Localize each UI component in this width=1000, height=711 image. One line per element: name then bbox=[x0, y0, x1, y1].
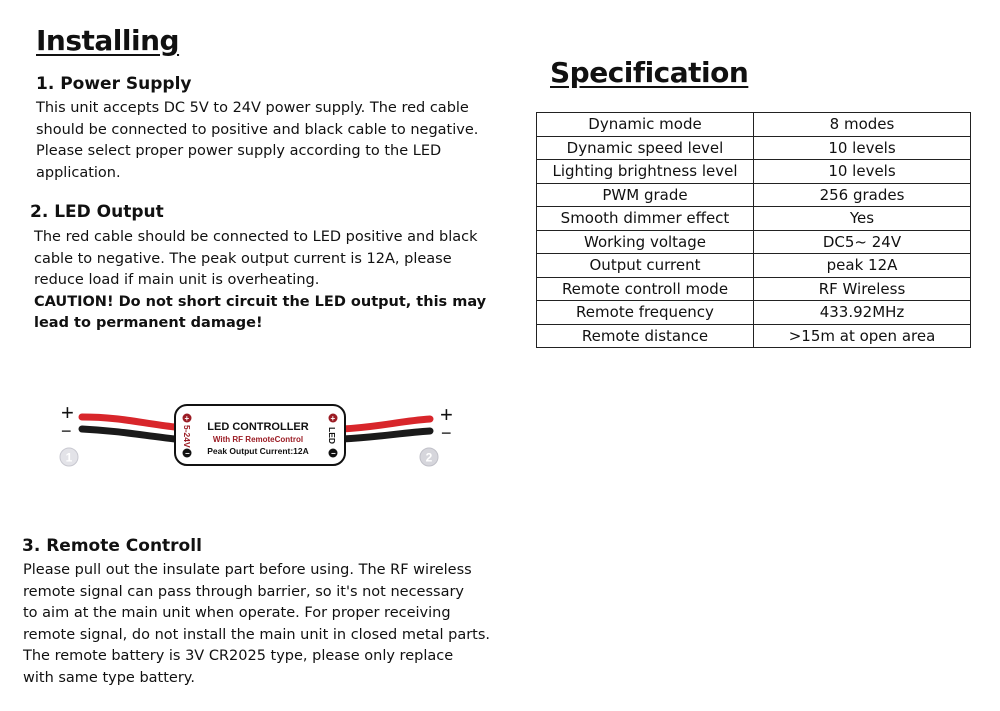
input-voltage-label: 5-24V bbox=[182, 425, 192, 448]
svg-text:+: + bbox=[184, 414, 190, 423]
led-output-heading: 2. LED Output bbox=[30, 202, 164, 222]
caution-line: CAUTION! Do not short circuit the LED output, this may bbox=[34, 293, 487, 310]
spec-value: 433.92MHz bbox=[754, 301, 971, 325]
svg-text:−: − bbox=[331, 449, 336, 458]
left-black-wire bbox=[82, 429, 175, 439]
text-line: should be connected to positive and black cable to negative. bbox=[36, 121, 479, 138]
svg-text:−: − bbox=[185, 449, 190, 458]
spec-value: Yes bbox=[754, 207, 971, 231]
output-led-label: LED bbox=[327, 427, 337, 444]
right-plus-label: + bbox=[440, 402, 453, 427]
right-minus-label: − bbox=[441, 423, 452, 443]
table-row bbox=[537, 183, 971, 207]
led-output-text bbox=[34, 227, 486, 335]
spec-value: DC5~ 24V bbox=[754, 230, 971, 254]
spec-name: Remote frequency bbox=[537, 301, 754, 325]
text-line: to aim at the main unit when operate. For proper receiving bbox=[23, 605, 451, 621]
spec-value: peak 12A bbox=[754, 254, 971, 278]
caution-line: lead to permanent damage! bbox=[34, 315, 263, 331]
power-supply-text bbox=[36, 98, 478, 184]
badge-right-number: 2 bbox=[425, 450, 433, 465]
spec-name: Remote controll mode bbox=[537, 277, 754, 301]
specification-table bbox=[536, 112, 971, 348]
table-row bbox=[537, 160, 971, 184]
spec-value: 10 levels bbox=[754, 160, 971, 184]
remote-controll-text bbox=[23, 560, 490, 689]
controller-peak: Peak Output Current:12A bbox=[207, 446, 309, 456]
table-row bbox=[537, 230, 971, 254]
text-line: remote signal can pass through barrier, so it's not necessary bbox=[23, 583, 465, 600]
left-red-wire bbox=[82, 417, 175, 427]
text-line: application. bbox=[36, 164, 121, 181]
left-plus-label: + bbox=[61, 400, 74, 425]
remote-controll-heading: 3. Remote Controll bbox=[22, 536, 202, 556]
spec-name: Dynamic mode bbox=[537, 113, 754, 137]
spec-name: Working voltage bbox=[537, 230, 754, 254]
installing-title: Installing bbox=[36, 24, 180, 57]
table-row bbox=[537, 136, 971, 160]
spec-name: Smooth dimmer effect bbox=[537, 207, 754, 231]
spec-value: 256 grades bbox=[754, 183, 971, 207]
spec-name: Remote distance bbox=[537, 324, 754, 348]
power-supply-heading: 1. Power Supply bbox=[36, 74, 192, 94]
specification-title: Specification bbox=[550, 56, 749, 89]
wiring-diagram bbox=[50, 395, 470, 480]
text-line: Please pull out the insulate part before using. The RF wireless bbox=[23, 562, 472, 578]
spec-name: Dynamic speed level bbox=[537, 136, 754, 160]
text-line: remote signal, do not install the main unit in closed metal parts. bbox=[23, 626, 491, 643]
spec-value: 8 modes bbox=[754, 113, 971, 137]
text-line: Please select proper power supply according to the LED bbox=[36, 143, 442, 159]
text-line: The red cable should be connected to LED positive and black bbox=[34, 229, 478, 245]
controller-title: LED CONTROLLER bbox=[207, 421, 309, 433]
table-row bbox=[537, 301, 971, 325]
text-line: The remote battery is 3V CR2025 type, please only replace bbox=[23, 648, 454, 664]
spec-name: Output current bbox=[537, 254, 754, 278]
spec-value: RF Wireless bbox=[754, 277, 971, 301]
controller-subtitle: With RF RemoteControl bbox=[212, 435, 304, 444]
text-line: cable to negative. The peak output current is 12A, please bbox=[34, 250, 452, 267]
right-red-wire bbox=[342, 419, 430, 429]
text-line: reduce load if main unit is overheating. bbox=[34, 272, 320, 288]
badge-left-number: 1 bbox=[65, 450, 73, 465]
left-minus-label: − bbox=[61, 421, 72, 441]
right-black-wire bbox=[342, 431, 430, 439]
text-line: with same type battery. bbox=[23, 669, 195, 686]
table-row bbox=[537, 207, 971, 231]
table-row bbox=[537, 324, 971, 348]
table-row bbox=[537, 277, 971, 301]
spec-name: PWM grade bbox=[537, 183, 754, 207]
spec-value: 10 levels bbox=[754, 136, 971, 160]
table-row bbox=[537, 254, 971, 278]
table-row bbox=[537, 113, 971, 137]
svg-text:+: + bbox=[330, 414, 336, 423]
spec-name: Lighting brightness level bbox=[537, 160, 754, 184]
text-line: This unit accepts DC 5V to 24V power supply. The red cable bbox=[36, 100, 469, 116]
spec-value: >15m at open area bbox=[754, 324, 971, 348]
